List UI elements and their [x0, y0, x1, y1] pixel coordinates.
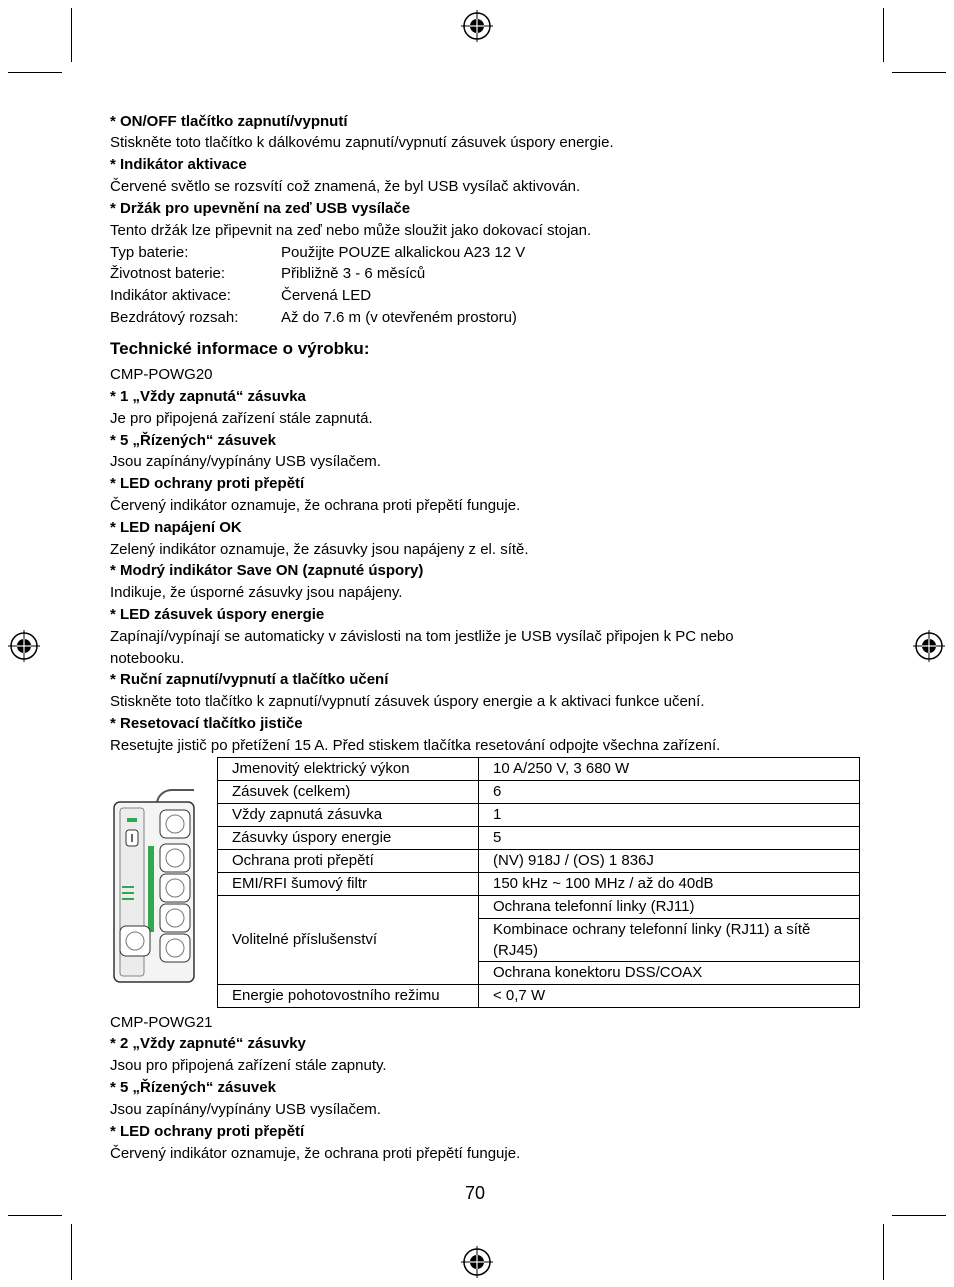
- feature-heading: * 1 „Vždy zapnutá“ zásuvka: [110, 388, 306, 405]
- feature-description: Jsou pro připojená zařízení stále zapnuty.: [110, 1057, 387, 1074]
- crop-mark: [71, 8, 72, 62]
- table-row: [218, 781, 860, 804]
- feature-heading: * 5 „Řízených“ zásuvek: [110, 432, 276, 449]
- feature-heading: * Ruční zapnutí/vypnutí a tlačítko učení: [110, 671, 389, 688]
- table-cell-value: 1: [479, 804, 860, 827]
- registration-mark-icon: [460, 1245, 494, 1279]
- section-heading: Technické informace o výrobku:: [110, 339, 370, 358]
- table-cell-value: (NV) 918J / (OS) 1 836J: [479, 850, 860, 873]
- feature-heading: * Držák pro upevnění na zeď USB vysílače: [110, 200, 411, 217]
- page-number: 70: [465, 1183, 486, 1203]
- crop-mark: [8, 72, 62, 73]
- feature-description: Červený indikátor oznamuje, že ochrana proti přepětí funguje.: [110, 497, 521, 514]
- table-cell-label: Energie pohotovostního režimu: [218, 985, 479, 1008]
- crop-mark: [71, 1224, 72, 1280]
- crop-mark: [8, 1215, 62, 1216]
- table-cell-label: Volitelné příslušenství: [218, 896, 479, 985]
- registration-mark-icon: [460, 9, 494, 43]
- feature-heading: * 5 „Řízených“ zásuvek: [110, 1079, 276, 1096]
- table-cell-label: Zásuvek (celkem): [218, 781, 479, 804]
- feature-heading: * LED ochrany proti přepětí: [110, 1123, 305, 1140]
- feature-description: Zelený indikátor oznamuje, že zásuvky jsou napájeny z el. sítě.: [110, 541, 529, 558]
- table-row: [218, 896, 860, 919]
- feature-description: Červený indikátor oznamuje, že ochrana proti přepětí funguje.: [110, 1145, 521, 1162]
- feature-heading: * Resetovací tlačítko jističe: [110, 715, 303, 732]
- table-cell-label: Vždy zapnutá zásuvka: [218, 804, 479, 827]
- crop-mark: [883, 1224, 884, 1280]
- registration-mark-icon: [912, 629, 946, 663]
- table-row: [218, 850, 860, 873]
- feature-description: Resetujte jistič po přetížení 15 A. Před stiskem tlačítka resetování odpojte všechna zařízení.: [110, 737, 721, 754]
- table-cell-value: 10 A/250 V, 3 680 W: [479, 758, 860, 781]
- feature-heading: * Indikátor aktivace: [110, 156, 247, 173]
- table-row: [218, 758, 860, 781]
- crop-mark: [892, 72, 946, 73]
- table-cell-label: Jmenovitý elektrický výkon: [218, 758, 479, 781]
- feature-heading: * LED zásuvek úspory energie: [110, 606, 325, 623]
- spec-table: [217, 757, 860, 1008]
- spec-value: Přibližně 3 - 6 měsíců: [281, 265, 426, 282]
- table-cell-value: Kombinace ochrany telefonní linky (RJ11) a sítě (RJ45): [479, 919, 860, 962]
- spec-label: Indikátor aktivace:: [110, 287, 231, 304]
- feature-description: Tento držák lze připevnit na zeď nebo může sloužit jako dokovací stojan.: [110, 222, 592, 239]
- spec-label: Životnost baterie:: [110, 265, 226, 282]
- feature-description: Stiskněte toto tlačítko k dálkovému zapnutí/vypnutí zásuvek úspory energie.: [110, 134, 614, 151]
- table-row: [218, 985, 860, 1008]
- table-cell-value: < 0,7 W: [479, 985, 860, 1008]
- feature-description: Zapínají/vypínají se automaticky v závislosti na tom jestliže je USB vysílač připojen k PC nebo: [110, 628, 734, 645]
- feature-description: Stiskněte toto tlačítko k zapnutí/vypnutí zásuvek úspory energie a k aktivaci funkce učení.: [110, 693, 705, 710]
- table-cell-value: 150 kHz ~ 100 MHz / až do 40dB: [479, 873, 860, 896]
- spec-value: Červená LED: [281, 287, 372, 304]
- table-cell-label: Zásuvky úspory energie: [218, 827, 479, 850]
- spec-value: Použijte POUZE alkalickou A23 12 V: [281, 244, 526, 261]
- table-cell-label: EMI/RFI šumový filtr: [218, 873, 479, 896]
- table-row: [218, 804, 860, 827]
- feature-description: Indikuje, že úsporné zásuvky jsou napájeny.: [110, 584, 403, 601]
- feature-heading: * LED ochrany proti přepětí: [110, 475, 305, 492]
- feature-description: Jsou zapínány/vypínány USB vysílačem.: [110, 453, 381, 470]
- feature-heading: * Modrý indikátor Save ON (zapnuté úspory): [110, 562, 424, 579]
- table-row: [218, 873, 860, 896]
- feature-heading: * LED napájení OK: [110, 519, 242, 536]
- feature-description: notebooku.: [110, 650, 185, 667]
- model-name: CMP-POWG20: [110, 366, 213, 383]
- table-cell-value: 6: [479, 781, 860, 804]
- feature-heading: * ON/OFF tlačítko zapnutí/vypnutí: [110, 113, 348, 130]
- spec-label: Typ baterie:: [110, 244, 189, 261]
- table-cell-value: Ochrana konektoru DSS/COAX: [479, 962, 860, 985]
- registration-mark-icon: [7, 629, 41, 663]
- power-strip-image: [112, 788, 198, 984]
- feature-description: Jsou zapínány/vypínány USB vysílačem.: [110, 1101, 381, 1118]
- feature-heading: * 2 „Vždy zapnuté“ zásuvky: [110, 1035, 306, 1052]
- table-cell-value: 5: [479, 827, 860, 850]
- crop-mark: [892, 1215, 946, 1216]
- feature-description: Je pro připojená zařízení stále zapnutá.: [110, 410, 373, 427]
- table-row: [218, 827, 860, 850]
- spec-label: Bezdrátový rozsah:: [110, 309, 239, 326]
- spec-value: Až do 7.6 m (v otevřeném prostoru): [281, 309, 517, 326]
- table-cell-label: Ochrana proti přepětí: [218, 850, 479, 873]
- table-cell-value: Ochrana telefonní linky (RJ11): [479, 896, 860, 919]
- model-name: CMP-POWG21: [110, 1014, 213, 1031]
- feature-description: Červené světlo se rozsvítí což znamená, že byl USB vysílač aktivován.: [110, 178, 581, 195]
- crop-mark: [883, 8, 884, 62]
